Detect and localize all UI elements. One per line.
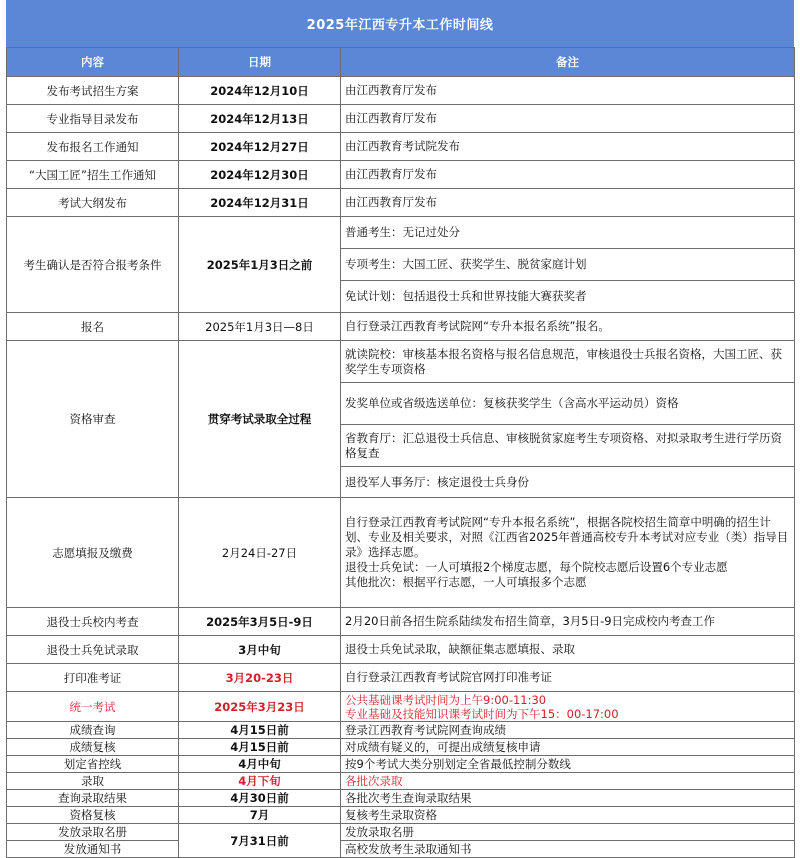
- row-note: 由江西教育考试院发布: [341, 133, 795, 161]
- header-date: 日期: [179, 48, 341, 77]
- table-header-row: [7, 48, 795, 77]
- table-row: [7, 77, 795, 105]
- table-row: [7, 807, 795, 824]
- note-line: 自行登录江西教育考试院网“专升本报名系统”，根据各院校招生简章中明确的招生计划、专业及相关要求，对照《江西省2025年普通高校专升本考试对应专业（类）指导目录》选择志愿。: [345, 515, 789, 559]
- row-note: 按9个考试大类分别划定全省最低控制分数线: [341, 756, 795, 773]
- row-date: 2024年12月30日: [179, 161, 341, 189]
- table-row: [7, 189, 795, 217]
- timeline-table: [6, 47, 795, 858]
- row-note: 省教育厅：汇总退役士兵信息、审核脱贫家庭考生专项资格、对拟录取考生进行学历资格复查: [341, 425, 795, 467]
- row-note: 高校发放考生录取通知书: [341, 841, 795, 858]
- row-note: 退役军人事务厅：核定退役士兵身份: [341, 467, 795, 498]
- document-title: 2025年江西专升本工作时间线: [6, 0, 794, 47]
- row-item: 查询录取结果: [7, 790, 179, 807]
- header-content: 内容: [7, 48, 179, 77]
- row-note: 由江西教育厅发布: [341, 189, 795, 217]
- row-note: 就读院校：审核基本报名资格与报名信息规范，审核退役士兵报名资格，大国工匠、获奖学生专项资格: [341, 341, 795, 383]
- note-line: 专业基础及技能知识课考试时间为下午15：00-17:00: [345, 706, 619, 721]
- row-note: 由江西教育厅发布: [341, 77, 795, 105]
- row-item: 资格审查: [7, 341, 179, 498]
- table-row: [7, 133, 795, 161]
- table-row: [7, 217, 795, 249]
- row-date: 7月31日前: [179, 824, 341, 858]
- table-row: [7, 161, 795, 189]
- table-row: [7, 664, 795, 692]
- row-date: 2月24日-27日: [179, 498, 341, 608]
- header-remarks: 备注: [341, 48, 795, 77]
- row-date: 2024年12月31日: [179, 189, 341, 217]
- table-row: [7, 841, 795, 858]
- row-date: 4月中旬: [179, 756, 341, 773]
- row-item: 成绩查询: [7, 722, 179, 739]
- row-date: 4月15日前: [179, 722, 341, 739]
- row-item: 发布考试招生方案: [7, 77, 179, 105]
- row-item: 发布报名工作通知: [7, 133, 179, 161]
- row-date: 7月: [179, 807, 341, 824]
- table-row: [7, 105, 795, 133]
- row-date: 2024年12月10日: [179, 77, 341, 105]
- row-date: 2025年1月3日—8日: [179, 313, 341, 341]
- row-note: [341, 692, 795, 722]
- row-item: 成绩复核: [7, 739, 179, 756]
- table-row: [7, 313, 795, 341]
- table-row: [7, 739, 795, 756]
- row-note: 各批次考生查询录取结果: [341, 790, 795, 807]
- table-row: [7, 498, 795, 608]
- row-note: 2月20日前各招生院系陆续发布招生简章，3月5日-9日完成校内考查工作: [341, 608, 795, 636]
- row-item: 统一考试: [7, 692, 179, 722]
- row-item: 打印准考证: [7, 664, 179, 692]
- row-item: 资格复核: [7, 807, 179, 824]
- row-date: 2025年3月5日-9日: [179, 608, 341, 636]
- table-row: [7, 692, 795, 722]
- row-note: 复核考生录取资格: [341, 807, 795, 824]
- table-row: [7, 722, 795, 739]
- row-note: 自行登录江西教育考试院网“专升本报名系统”报名。: [341, 313, 795, 341]
- row-date: 2025年1月3日之前: [179, 217, 341, 313]
- note-line: 退役士兵免试：一人可填报2个梯度志愿，每个院校志愿后设置6个专业志愿: [345, 560, 728, 574]
- row-item: 划定省控线: [7, 756, 179, 773]
- row-note: 登录江西教育考试院网查询成绩: [341, 722, 795, 739]
- row-item: 发放通知书: [7, 841, 179, 858]
- row-item: 专业指导目录发布: [7, 105, 179, 133]
- row-note: 专项考生：大国工匠、获奖学生、脱贫家庭计划: [341, 249, 795, 281]
- table-row: [7, 824, 795, 841]
- row-note: 免试计划：包括退役士兵和世界技能大赛获奖者: [341, 281, 795, 313]
- table-row: [7, 756, 795, 773]
- table-row: [7, 341, 795, 383]
- row-date: 2024年12月13日: [179, 105, 341, 133]
- row-date: 4月30日前: [179, 790, 341, 807]
- row-date: 2025年3月23日: [179, 692, 341, 722]
- table-row: [7, 636, 795, 664]
- row-item: 退役士兵免试录取: [7, 636, 179, 664]
- row-note: 普通考生：无记过处分: [341, 217, 795, 249]
- table-row: [7, 790, 795, 807]
- row-note: [341, 498, 795, 608]
- row-note: 对成绩有疑义的，可提出成绩复核申请: [341, 739, 795, 756]
- row-note: 由江西教育厅发布: [341, 161, 795, 189]
- row-note: 自行登录江西教育考试院官网打印准考证: [341, 664, 795, 692]
- note-line: 其他批次：根据平行志愿，一人可填报多个志愿: [345, 575, 587, 589]
- row-item: 志愿填报及缴费: [7, 498, 179, 608]
- row-item: 录取: [7, 773, 179, 790]
- row-item: 考生确认是否符合报考条件: [7, 217, 179, 313]
- row-note: 各批次录取: [341, 773, 795, 790]
- row-item: 发放录取名册: [7, 824, 179, 841]
- note-line: 公共基础课考试时间为上午9:00-11:30: [345, 692, 547, 707]
- row-note: 退役士兵免试录取，缺额征集志愿填报、录取: [341, 636, 795, 664]
- row-date: 贯穿考试录取全过程: [179, 341, 341, 498]
- row-item: 报名: [7, 313, 179, 341]
- row-item: “大国工匠”招生工作通知: [7, 161, 179, 189]
- table-row: [7, 608, 795, 636]
- row-date: 4月15日前: [179, 739, 341, 756]
- row-date: 3月中旬: [179, 636, 341, 664]
- row-item: 考试大纲发布: [7, 189, 179, 217]
- row-date: 4月下旬: [179, 773, 341, 790]
- table-row: [7, 773, 795, 790]
- row-note: 发放录取名册: [341, 824, 795, 841]
- row-date: 2024年12月27日: [179, 133, 341, 161]
- row-item: 退役士兵校内考查: [7, 608, 179, 636]
- row-note: 由江西教育厅发布: [341, 105, 795, 133]
- row-note: 发奖单位或省级选送单位：复核获奖学生（含高水平运动员）资格: [341, 383, 795, 425]
- row-date: 3月20-23日: [179, 664, 341, 692]
